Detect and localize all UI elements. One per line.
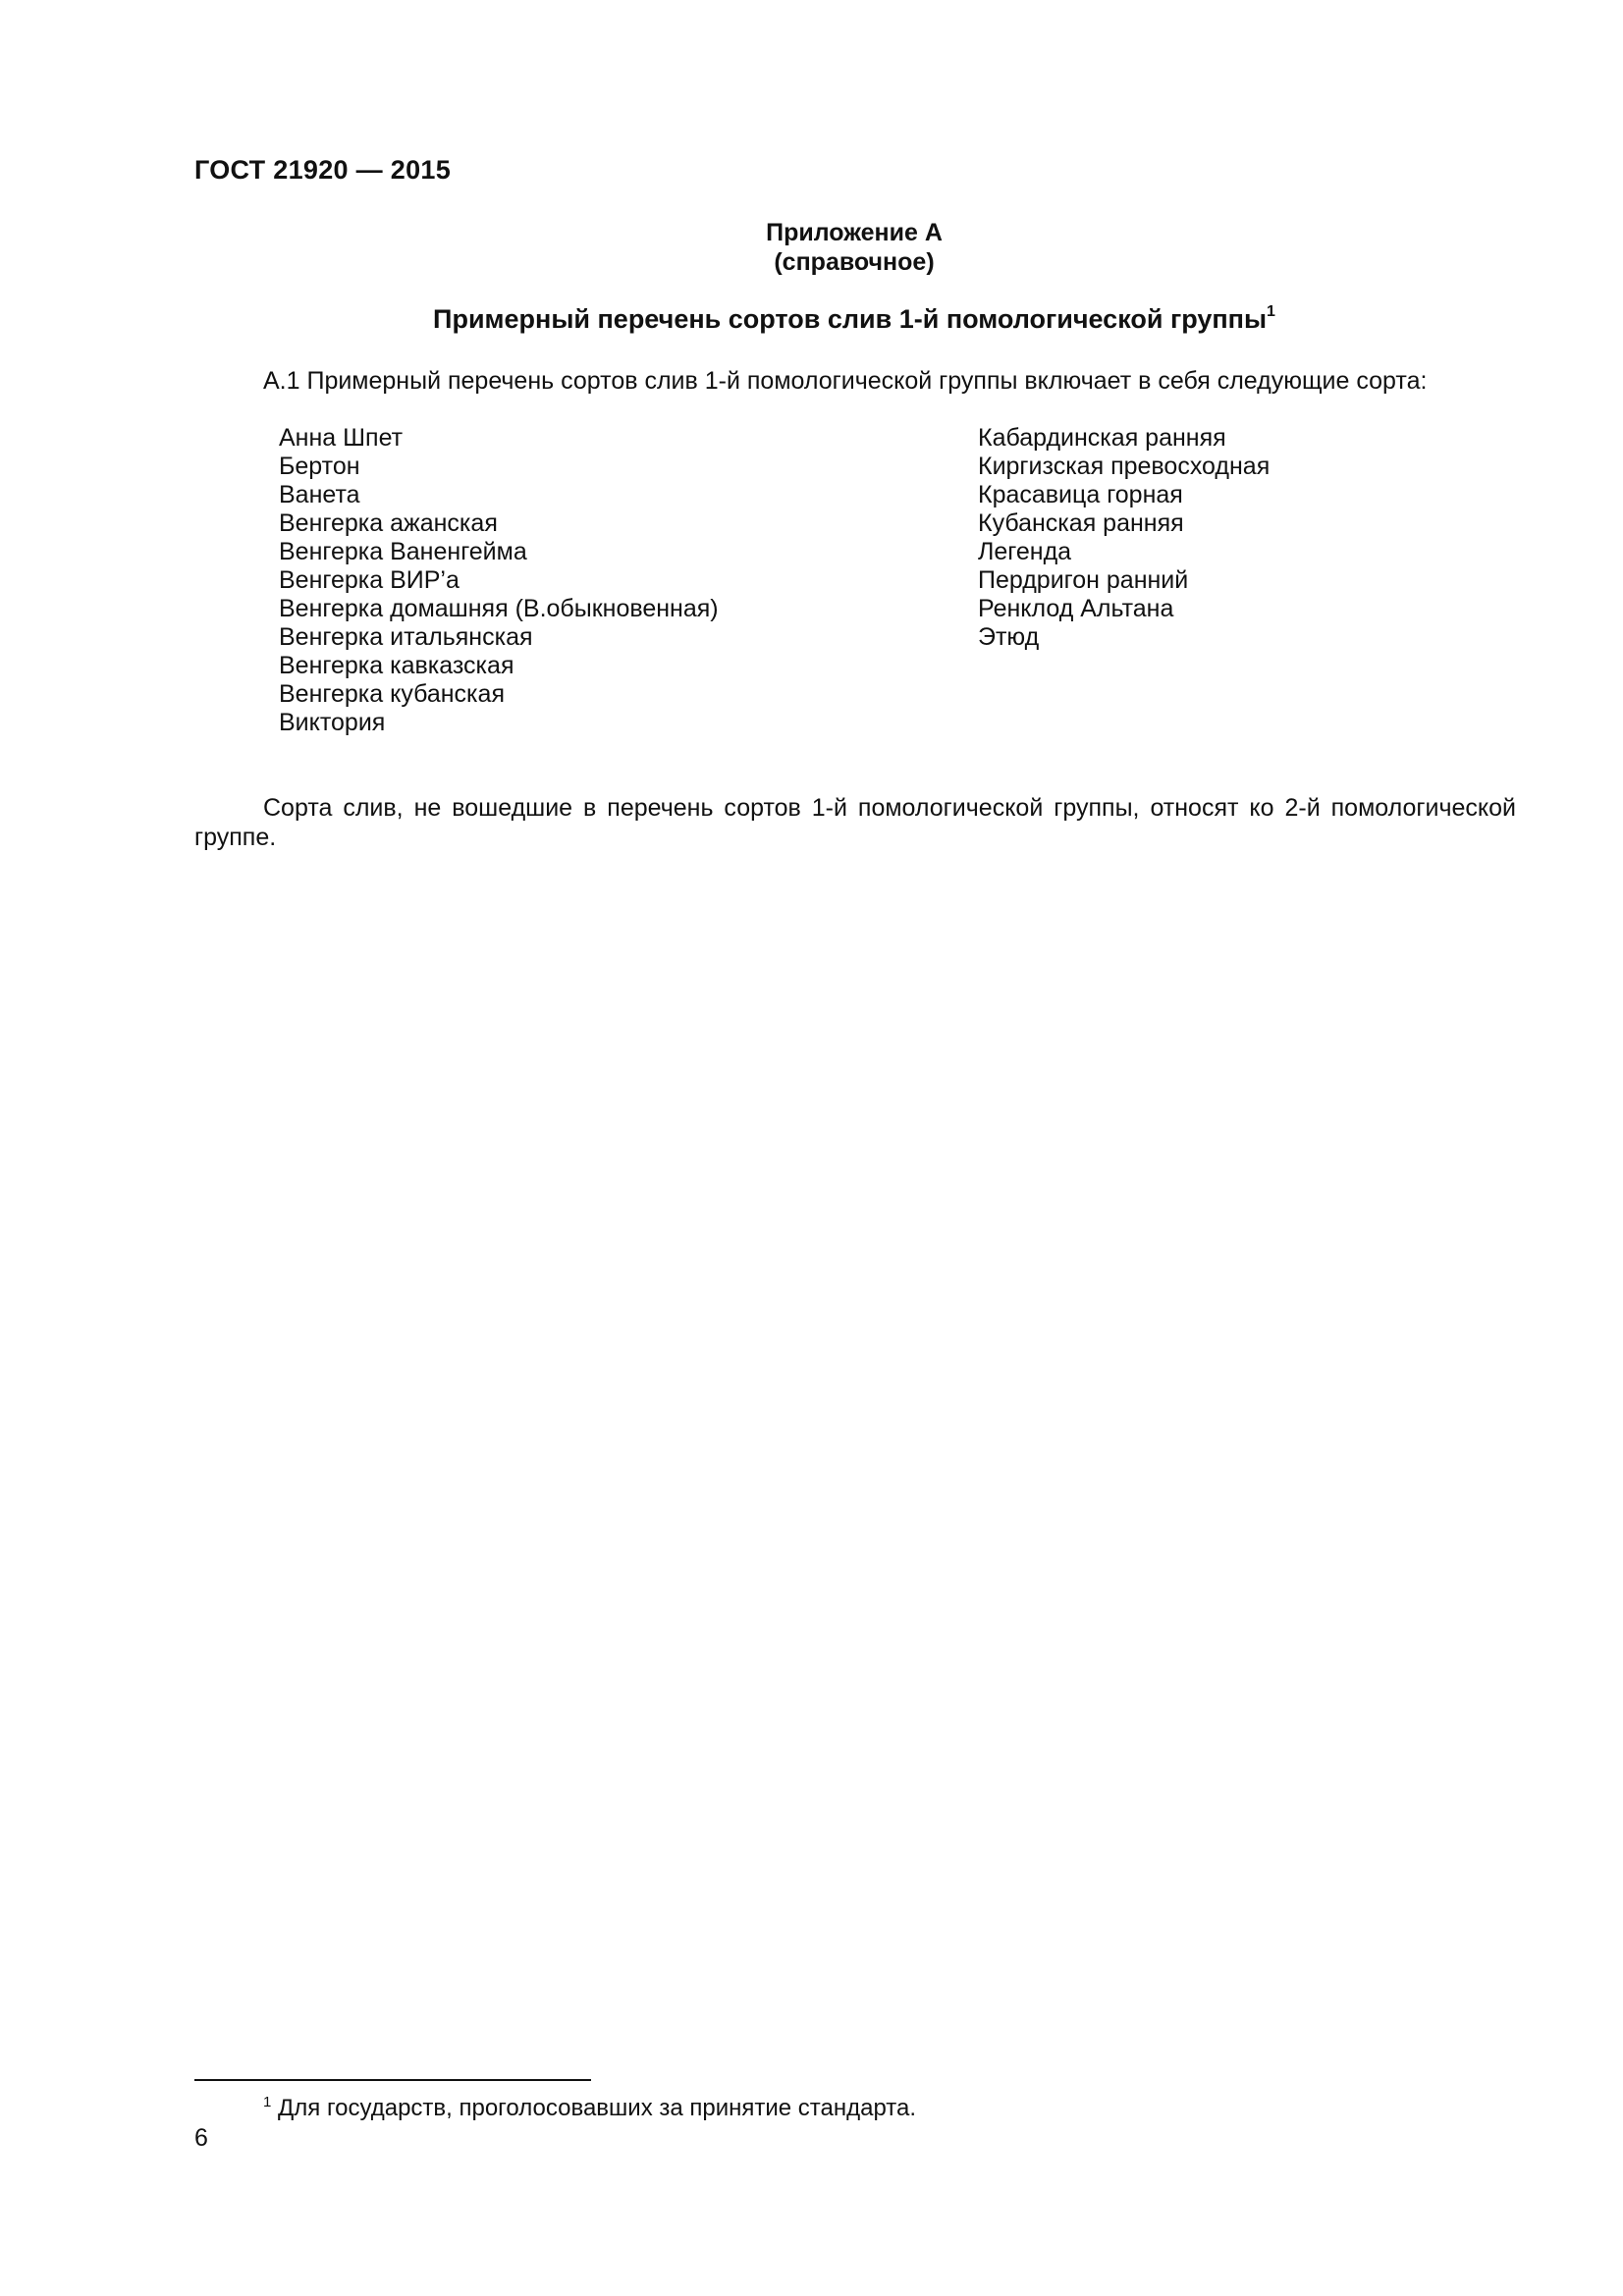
intro-paragraph: А.1 Примерный перечень сортов слив 1-й помологической группы включает в себя следующие сорта:	[263, 367, 1428, 395]
footnote-mark: 1	[263, 2094, 272, 2110]
footnote-text: Для государств, проголосовавших за принятие стандарта.	[278, 2095, 917, 2121]
section-title	[0, 304, 1623, 335]
section-title-text: Примерный перечень сортов слив 1-й помологической группы	[433, 304, 1268, 334]
list-item: Венгерка итальянская	[279, 623, 533, 651]
varieties-list-left	[279, 424, 719, 737]
section-footnote-mark: 1	[1267, 303, 1275, 320]
document-header: ГОСТ 21920 — 2015	[194, 155, 452, 185]
list-item: Кубанская ранняя	[978, 509, 1184, 537]
list-item: Анна Шпет	[279, 424, 404, 452]
list-item: Венгерка домашняя (В.обыкновенная)	[279, 595, 719, 622]
list-item: Ренклод Альтана	[978, 595, 1174, 622]
list-item: Ванета	[279, 481, 360, 508]
list-item: Виктория	[279, 709, 386, 736]
page-number: 6	[194, 2124, 208, 2152]
list-item: Венгерка ажанская	[279, 509, 498, 537]
list-item: Легенда	[978, 538, 1072, 565]
list-item: Бертон	[279, 453, 360, 480]
list-item: Киргизская превосходная	[978, 453, 1271, 480]
list-item: Венгерка кавказская	[279, 652, 514, 679]
list-item: Венгерка Ваненгейма	[279, 538, 527, 565]
list-item: Этюд	[978, 623, 1040, 651]
list-item: Кабардинская ранняя	[978, 424, 1226, 452]
footnote	[263, 2095, 916, 2122]
footnote-divider	[194, 2079, 591, 2081]
list-item: Венгерка кубанская	[279, 680, 505, 708]
varieties-list-right	[978, 424, 1270, 652]
list-item: Красавица горная	[978, 481, 1183, 508]
annex-kind: (справочное)	[774, 248, 935, 276]
annex-title: Приложение А	[766, 219, 943, 246]
note-paragraph: Сорта слив, не вошедшие в перечень сортов 1-й помологической группы, относят ко 2-й помологической группе.	[194, 794, 1516, 851]
list-item: Пердригон ранний	[978, 566, 1189, 594]
list-item: Венгерка ВИР’а	[279, 566, 460, 594]
